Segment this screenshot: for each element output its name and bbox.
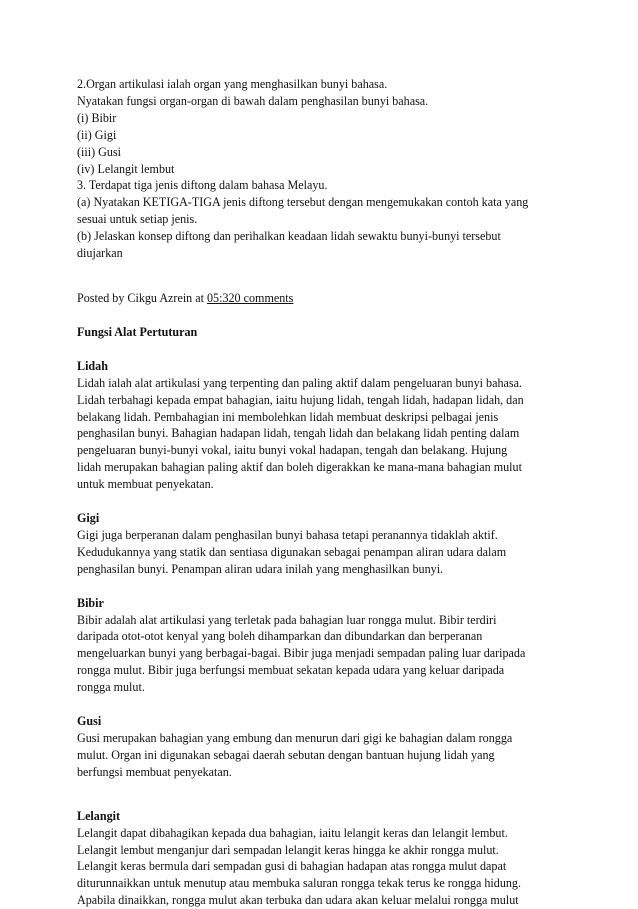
section-text-line: Lidah ialah alat artikulasi yang terpenting dan paling aktif dalam pengeluaran bunyi bahasa. <box>77 375 522 390</box>
question-2-item: (iv) Lelangit lembut <box>77 161 175 176</box>
section-text-line: belakang lidah. Pembahagian ini membolehkan lidah membuat deskripsi pelbagai jenis <box>77 409 499 424</box>
question-3a-line: (a) Nyatakan KETIGA-TIGA jenis diftong tersebut dengan mengemukakan contoh kata yang <box>77 195 529 210</box>
section-gigi <box>77 510 563 578</box>
section-heading: Lidah <box>77 358 108 373</box>
section-gusi <box>77 713 563 781</box>
section-heading: Lelangit <box>77 808 121 823</box>
section-text-line: untuk membuat penyekatan. <box>77 477 214 492</box>
section-bibir <box>77 595 563 696</box>
section-text-line: berfungsi membuat penyekatan. <box>77 764 232 779</box>
question-2-title: 2.Organ artikulasi ialah organ yang menghasilkan bunyi bahasa. <box>77 77 388 91</box>
question-2-item: (i) Bibir <box>77 110 117 125</box>
section-text-line: pengeluaran bunyi-bunyi vokal, iaitu bunyi vokal hadapan, tengah dan belakang. Hujung <box>77 443 508 458</box>
section-heading: Bibir <box>77 595 104 610</box>
section-text-line: mengeluarkan bunyi yang berbagai-bagai. Bibir juga menjadi sempadan paling luar daripada <box>77 646 526 661</box>
section-heading: Gigi <box>77 511 100 526</box>
section-text-line: Lelangit lembut menganjur dari sempadan lelangit keras hingga ke akhir rongga mulut. <box>77 842 499 857</box>
question-2-instruction: Nyatakan fungsi organ-organ di bawah dalam penghasilan bunyi bahasa. <box>77 93 429 108</box>
section-text-line: Apabila dinaikkan, rongga mulut akan terbuka dan udara akan keluar melalui rongga mulut <box>77 893 519 908</box>
section-text-line: Lelangit dapat dibahagikan kepada dua bahagian, iaitu lelangit keras dan lelangit lembut. <box>77 825 508 840</box>
section-text-line: Bibir adalah alat artikulasi yang terletak pada bahagian luar rongga mulut. Bibir terdiri <box>77 612 497 627</box>
section-text-line: mulut. Organ ini digunakan sebagai daerah sebutan dengan bantuan hujung lidah yang <box>77 747 495 762</box>
section-lidah <box>77 358 563 493</box>
section-text-line: Gusi merupakan bahagian yang embung dan menurun dari gigi ke bahagian dalam rongga <box>77 731 513 745</box>
section-lelangit <box>77 808 563 909</box>
post-footer-prefix: Posted by Cikgu Azrein at <box>77 290 207 305</box>
section-text-line: Lelangit keras bermula dari sempadan gusi di bahagian hadapan atas rongga mulut dapat <box>77 859 507 874</box>
section-text-line: Lidah terbahagi kepada empat bahagian, iaitu hujung lidah, tengah lidah, hadapan lidah, dan <box>77 392 524 407</box>
question-3b-line: diujarkan <box>77 246 123 261</box>
section-text-line: Kedudukannya yang statik dan sentiasa digunakan sebagai penampan aliran udara dalam <box>77 544 507 559</box>
section-text-line: rongga mulut. Bibir juga berfungsi membuat sekatan kepada udara yang keluar daripada <box>77 663 505 678</box>
section-text-line: diturunnaikkan untuk menutup atau membuka saluran rongga tekak terus ke rongga hidung. <box>77 876 521 891</box>
section-text-line: daripada otot-otot kenyal yang boleh dihamparkan dan dibundarkan dan berperanan <box>77 629 483 644</box>
question-2-item: (ii) Gigi <box>77 127 117 142</box>
section-text-line: penghasilan bunyi. Bahagian hadapan lidah, tengah lidah dan belakang lidah penting dalam <box>77 426 520 441</box>
post-time-comments-link[interactable]: 05:320 comments <box>207 290 294 305</box>
document-content <box>77 76 563 909</box>
question-block <box>77 76 563 262</box>
question-3a-line: sesuai untuk setiap jenis. <box>77 212 198 227</box>
question-3-title: 3. Terdapat tiga jenis diftong dalam bahasa Melayu. <box>77 178 328 193</box>
article-title: Fungsi Alat Pertuturan <box>77 324 198 339</box>
question-3b-line: (b) Jelaskan konsep diftong dan perihalkan keadaan lidah sewaktu bunyi-bunyi tersebut <box>77 229 501 244</box>
post-footer <box>77 290 563 307</box>
section-text-line: lidah merupakan bahagian paling aktif dan boleh digerakkan ke mana-mana bahagian mulut <box>77 460 522 475</box>
section-text-line: rongga mulut. <box>77 680 145 695</box>
section-text-line: Gigi juga berperanan dalam penghasilan bunyi bahasa tetapi peranannya tidaklah aktif. <box>77 527 498 542</box>
question-2-item: (iii) Gusi <box>77 144 122 159</box>
section-text-line: penghasilan bunyi. Penampan aliran udara inilah yang menghasilkan bunyi. <box>77 561 444 576</box>
section-heading: Gusi <box>77 714 102 729</box>
